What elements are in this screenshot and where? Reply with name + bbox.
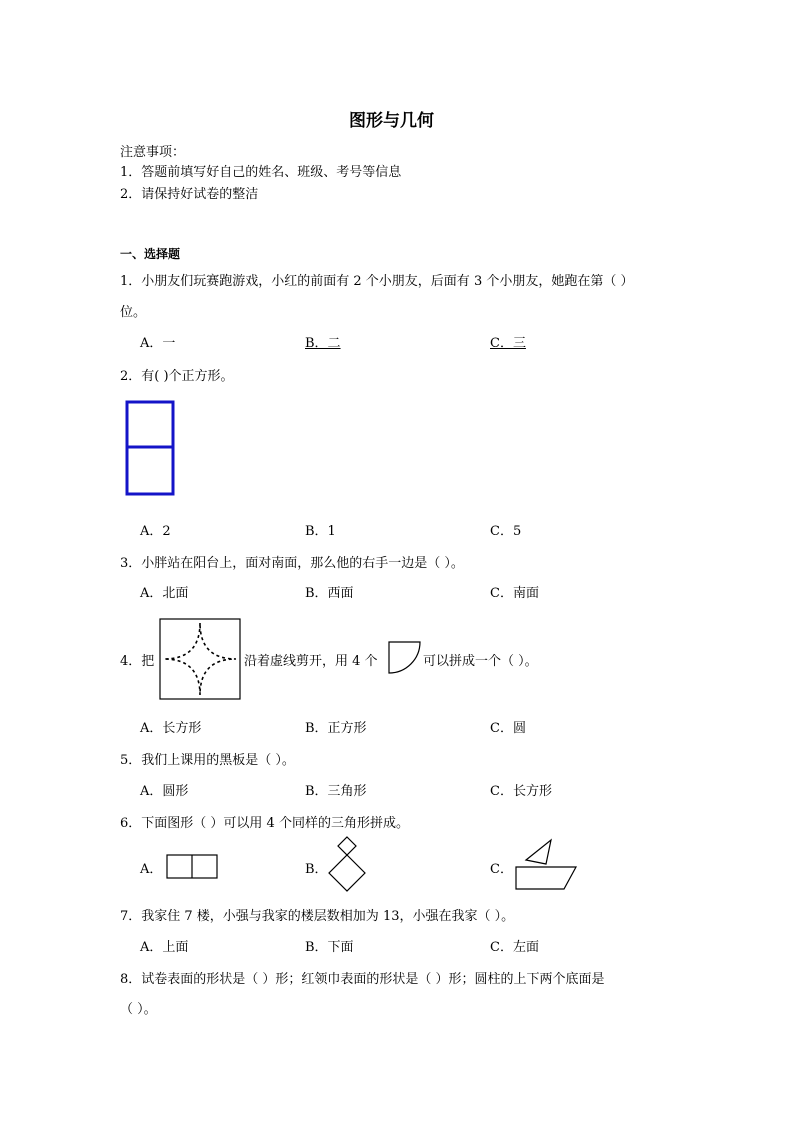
- option-b[interactable]: B．二: [305, 336, 341, 351]
- boat-figure: [513, 838, 579, 892]
- option-c[interactable]: C．长方形: [490, 784, 552, 799]
- notice-heading: 注意事项：: [120, 145, 186, 160]
- question-2-text: 2．有( )个正方形。: [120, 369, 234, 384]
- option-c[interactable]: C．圆: [490, 721, 526, 736]
- question-1-text-cont: 位。: [120, 305, 147, 320]
- option-a[interactable]: A．一: [140, 336, 176, 351]
- notice-item: 1．答题前填写好自己的姓名、班级、考号等信息: [120, 165, 402, 180]
- question-4-suffix: 可以拼成一个（ ）。: [423, 654, 538, 669]
- option-b[interactable]: B．: [305, 862, 328, 877]
- question-4-middle: 沿着虚线剪开，用 4 个: [244, 654, 378, 669]
- option-a[interactable]: A．北面: [140, 586, 189, 601]
- option-a[interactable]: A．: [140, 862, 163, 877]
- question-3-text: 3．小胖站在阳台上，面对南面，那么他的右手一边是（ ）。: [120, 556, 464, 571]
- square-dashed-star-figure: [159, 618, 241, 700]
- notice-item: 2．请保持好试卷的整洁: [120, 187, 259, 202]
- option-b[interactable]: B．正方形: [305, 721, 367, 736]
- option-c[interactable]: C．南面: [490, 586, 539, 601]
- two-squares-figure: [125, 400, 177, 496]
- section-heading: 一、选择题: [120, 247, 181, 261]
- quarter-circle-figure: [388, 641, 422, 675]
- question-5-text: 5．我们上课用的黑板是（ ）。: [120, 753, 295, 768]
- option-b[interactable]: B．1: [305, 524, 336, 539]
- option-a[interactable]: A．2: [140, 524, 171, 539]
- question-8-text: 8．试卷表面的形状是（ ）形；红领巾表面的形状是（ ）形；圆柱的上下两个底面是: [120, 972, 605, 987]
- stacked-diamonds-figure: [328, 836, 368, 894]
- question-4-prefix: 4．把: [120, 654, 155, 669]
- option-b[interactable]: B．西面: [305, 586, 354, 601]
- two-rectangles-figure: [166, 854, 218, 880]
- option-b[interactable]: B．三角形: [305, 784, 367, 799]
- question-6-text: 6．下面图形（ ）可以用 4 个同样的三角形拼成。: [120, 816, 409, 831]
- page-title: 图形与几何: [349, 111, 434, 131]
- option-c[interactable]: C．5: [490, 524, 522, 539]
- option-a[interactable]: A．上面: [140, 940, 189, 955]
- option-c[interactable]: C．三: [490, 336, 526, 351]
- question-1-text: 1．小朋友们玩赛跑游戏，小红的前面有 2 个小朋友，后面有 3 个小朋友，她跑在第（ ）: [120, 274, 634, 289]
- option-c[interactable]: C．左面: [490, 940, 539, 955]
- question-8-text-cont: （ ）。: [120, 1002, 157, 1017]
- option-b[interactable]: B．下面: [305, 940, 354, 955]
- option-c[interactable]: C．: [490, 862, 513, 877]
- question-7-text: 7．我家住 7 楼，小强与我家的楼层数相加为 13，小强在我家（ ）。: [120, 909, 515, 924]
- option-a[interactable]: A．长方形: [140, 721, 202, 736]
- option-a[interactable]: A．圆形: [140, 784, 189, 799]
